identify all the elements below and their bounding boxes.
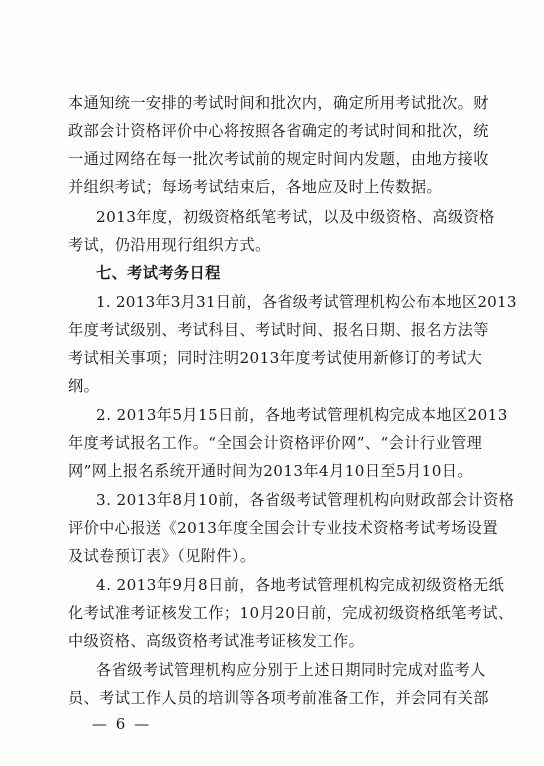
body-line: 各省级考试管理机构应分别于上述日期同时完成对监考人 xyxy=(96,661,486,679)
body-line: 及试卷预订表》（见附件）。 xyxy=(68,547,256,565)
body-line: 政部会计资格评价中心将按照各省确定的考试时间和批次，统 xyxy=(68,122,489,140)
body-line: 中级资格、高级资格考试准考证核发工作。 xyxy=(68,632,365,650)
body-line: 考试相关事项；同时注明2013年度考试使用新修订的考试大 xyxy=(68,349,483,367)
body-line: 年度考试报名工作。“全国会计资格评价网”、“会计行业管理 xyxy=(68,434,483,452)
page-number: — 6 — xyxy=(92,715,152,733)
body-line: 2. 2013年5月15日前，各地考试管理机构完成本地区2013 xyxy=(96,406,508,424)
body-line: 本通知统一安排的考试时间和批次内，确定所用考试批次。财 xyxy=(68,94,489,112)
body-line: 网”网上报名系统开通时间为2013年4月10日至5月10日。 xyxy=(68,462,473,480)
body-line: 年度考试级别、考试科目、考试时间、报名日期、报名方法等 xyxy=(68,321,489,339)
body-line: 并组织考试；每场考试结束后，各地应及时上传数据。 xyxy=(68,178,443,196)
body-line: 1. 2013年3月31日前，各省级考试管理机构公布本地区2013 xyxy=(96,293,517,311)
body-line: 2013年度，初级资格纸笔考试，以及中级资格、高级资格 xyxy=(96,208,495,226)
body-line: 纲。 xyxy=(68,377,100,395)
body-line: 3. 2013年8月10前，各省级考试管理机构向财政部会计资格 xyxy=(96,491,515,509)
body-line: 4. 2013年9月8日前，各地考试管理机构完成初级资格无纸 xyxy=(96,576,505,594)
body-line: 一通过网络在每一批次考试前的规定时间内发题，由地方接收 xyxy=(68,150,489,168)
section-heading: 七、考试考务日程 xyxy=(96,264,221,282)
body-line: 员、考试工作人员的培训等各项考前准备工作，并会同有关部 xyxy=(68,689,489,707)
body-line: 考试，仍沿用现行组织方式。 xyxy=(68,236,271,254)
body-line: 评价中心报送《2013年度全国会计专业技术资格考试考场设置 xyxy=(68,519,498,537)
body-line: 化考试准考证核发工作；10月20日前，完成初级资格纸笔考试、 xyxy=(68,604,514,622)
